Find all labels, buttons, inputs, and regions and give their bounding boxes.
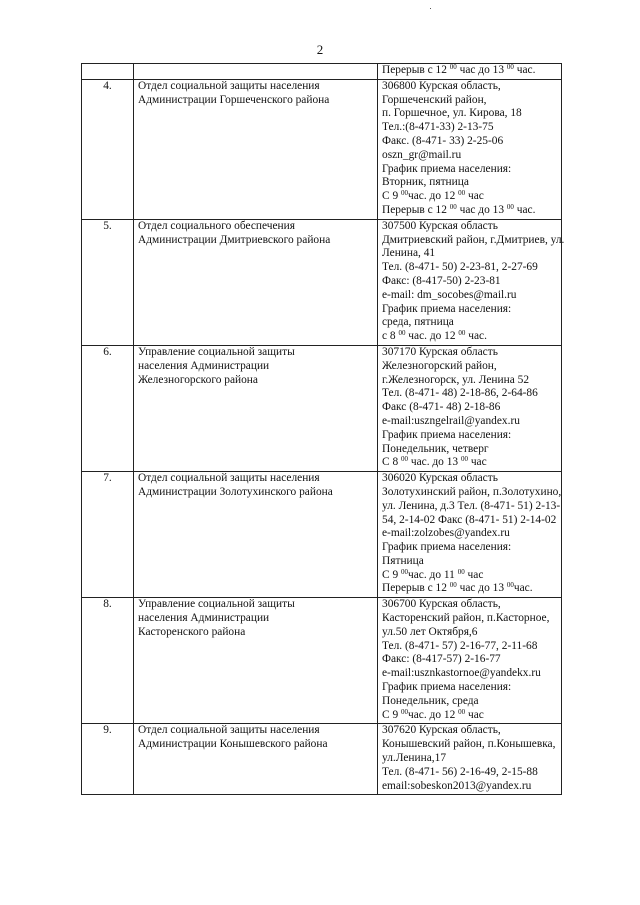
superscript-minutes: 00 bbox=[458, 329, 466, 338]
contact-info-line bbox=[382, 220, 557, 234]
organization-name bbox=[134, 724, 378, 795]
contact-info-line bbox=[382, 612, 557, 626]
contact-info-line bbox=[382, 752, 557, 766]
contact-info-line bbox=[382, 499, 561, 514]
contact-info-line bbox=[382, 541, 557, 555]
contact-info-line bbox=[382, 724, 557, 738]
organization-name bbox=[134, 472, 378, 598]
organization-name-line: Железногорского района bbox=[138, 373, 258, 386]
contact-text: Факс: (8-417-50) 2-23-81 bbox=[382, 274, 501, 287]
contact-text: Пятница bbox=[382, 554, 424, 567]
organization-name bbox=[134, 345, 378, 471]
contact-text: График приема населения: bbox=[382, 541, 512, 554]
contact-info-line bbox=[382, 261, 557, 275]
organization-name-line: Управление социальной защиты bbox=[138, 598, 295, 611]
contact-text: среда, пятница bbox=[382, 316, 454, 329]
organization-name bbox=[134, 219, 378, 345]
contact-text: ул.50 лет Октября,6 bbox=[382, 625, 478, 638]
contact-info-line bbox=[382, 374, 557, 388]
contact-info-line bbox=[382, 80, 557, 94]
superscript-minutes: 00 bbox=[449, 581, 457, 590]
organization-name-line: населения Администрации bbox=[138, 359, 270, 372]
contact-text: Перерыв с 12 bbox=[382, 203, 450, 216]
row-number: 6. bbox=[82, 345, 134, 471]
superscript-minutes: 00 bbox=[460, 455, 468, 464]
contact-text: Конышевский район, п.Конышевка, bbox=[382, 738, 556, 751]
contact-text: Факс (8-471- 48) 2-18-86 bbox=[382, 401, 501, 414]
contact-info-line bbox=[382, 695, 557, 709]
contact-info-line bbox=[382, 360, 557, 374]
contact-text: Факс: (8-417-57) 2-16-77 bbox=[382, 653, 501, 666]
contact-text: час bbox=[465, 708, 484, 721]
organization-name-line: Администрации Дмитриевского района bbox=[138, 233, 331, 246]
contact-text: Понедельник, среда bbox=[382, 694, 479, 707]
contact-info-line bbox=[382, 640, 557, 654]
organization-name bbox=[134, 79, 378, 219]
table-body bbox=[82, 63, 565, 795]
contact-info-line bbox=[382, 149, 557, 163]
contact-text: 307500 Курская область bbox=[382, 219, 498, 232]
row-number bbox=[82, 64, 134, 80]
contact-text: График приема населения: bbox=[382, 681, 512, 694]
contact-text: п. Горшечное, ул. Кирова, 18 bbox=[382, 107, 522, 120]
contact-text: С 9 bbox=[382, 568, 401, 581]
contact-text: ул.Ленина,17 bbox=[382, 752, 447, 765]
contact-info-line bbox=[382, 316, 557, 330]
contact-text: 306700 Курская область, bbox=[382, 598, 501, 611]
organization-name bbox=[134, 64, 378, 80]
contact-text: Факс. (8-471- 33) 2-25-06 bbox=[382, 134, 504, 147]
contact-text: г.Железногорск, ул. Ленина 52 bbox=[382, 373, 530, 386]
contact-text: час до 13 bbox=[456, 64, 507, 76]
contact-text: 307170 Курская область bbox=[382, 345, 498, 358]
contact-text: час до 13 bbox=[456, 203, 507, 216]
contact-info bbox=[378, 724, 562, 795]
page-number: 2 bbox=[316, 42, 324, 57]
contact-text: e-mail:uszngelrail@yandex.ru bbox=[382, 414, 520, 427]
row-number: 7. bbox=[82, 472, 134, 598]
contact-text: График приема населения: bbox=[382, 302, 512, 315]
contact-text: Тел. (8-471- 57) 2-16-77, 2-11-68 bbox=[382, 639, 538, 652]
contact-text: График приема населения: bbox=[382, 162, 512, 175]
contact-info-line bbox=[382, 233, 565, 248]
contact-text: час до 13 bbox=[456, 582, 507, 595]
contact-text: С 9 bbox=[382, 190, 401, 203]
contact-info bbox=[378, 79, 562, 219]
contact-text: email:sobeskon2013@yandex.ru bbox=[382, 779, 532, 792]
contact-text: час. до 12 bbox=[408, 708, 459, 721]
contact-info bbox=[378, 345, 562, 471]
contact-text: час. bbox=[513, 203, 536, 216]
contact-info-line bbox=[382, 289, 557, 303]
contact-text: час. до 12 bbox=[405, 330, 459, 343]
contact-info bbox=[378, 472, 562, 598]
table-row bbox=[82, 724, 562, 795]
row-number: 9. bbox=[82, 724, 134, 795]
contact-info-line bbox=[382, 472, 557, 486]
contact-text: Золотухинский район, п.Золотухино, bbox=[382, 485, 562, 498]
table-row bbox=[82, 219, 562, 345]
contact-info-line bbox=[382, 598, 557, 612]
organization-name-line: Администрации Золотухинского района bbox=[138, 485, 333, 498]
contact-info-line bbox=[382, 429, 557, 443]
superscript-minutes: 00 bbox=[458, 189, 466, 198]
contact-info-line bbox=[382, 135, 557, 149]
contact-text: Дмитриевский район, г.Дмитриев, ул. bbox=[382, 233, 565, 246]
contact-info-line bbox=[382, 653, 557, 667]
contact-text: час. до 12 bbox=[408, 190, 459, 203]
organization-name-line: Отдел социальной защиты населения bbox=[138, 472, 320, 485]
contact-info-line bbox=[382, 456, 557, 470]
contact-info-line bbox=[382, 514, 557, 528]
organization-name-line: населения Администрации bbox=[138, 612, 270, 625]
contact-text: Тел.:(8-471-33) 2-13-75 bbox=[382, 121, 494, 134]
contact-info-line bbox=[382, 107, 557, 121]
contact-info-line bbox=[382, 64, 557, 78]
contact-info-line bbox=[382, 681, 557, 695]
contact-info-line bbox=[382, 163, 557, 177]
organization-name-line: Управление социальной защиты bbox=[138, 345, 295, 358]
contact-text: Тел. (8-471- 48) 2-18-86, 2-64-86 bbox=[382, 387, 538, 400]
contact-info-line bbox=[382, 190, 557, 204]
organization-name-line: Касторенского района bbox=[138, 625, 246, 638]
contact-text: Перерыв с 12 bbox=[382, 64, 450, 76]
contact-info bbox=[378, 64, 562, 80]
contact-text: Вторник, пятница bbox=[382, 176, 469, 189]
contact-info-line bbox=[382, 569, 557, 583]
contact-text: e-mail:zolzobes@yandex.ru bbox=[382, 527, 510, 540]
contact-info-line bbox=[382, 667, 557, 681]
superscript-minutes: 00 bbox=[449, 63, 457, 71]
contact-text: 54, 2-14-02 Факс (8-471- 51) 2-14-02 bbox=[382, 513, 557, 526]
contact-text: час bbox=[465, 190, 484, 203]
contact-text: Касторенский район, п.Касторное, bbox=[382, 612, 550, 625]
row-number: 8. bbox=[82, 598, 134, 724]
contact-text: Горшеченский район, bbox=[382, 93, 487, 106]
contact-info-line bbox=[382, 401, 557, 415]
contact-info-line bbox=[382, 527, 557, 541]
contact-text: Ленина, 41 bbox=[382, 247, 436, 260]
contact-info-line bbox=[382, 121, 557, 135]
contact-text: Тел. (8-471- 56) 2-16-49, 2-15-88 bbox=[382, 765, 538, 778]
contact-info-line bbox=[382, 485, 562, 500]
contact-info-line bbox=[382, 443, 557, 457]
contact-text: с 8 bbox=[382, 330, 399, 343]
contact-info-line bbox=[382, 582, 557, 596]
contact-text: Железногорский район, bbox=[382, 359, 497, 372]
table-row bbox=[82, 598, 562, 724]
superscript-minutes: 00 bbox=[458, 707, 466, 716]
contact-text: Тел. (8-471- 50) 2-23-81, 2-27-69 bbox=[382, 261, 538, 274]
contact-text: e-mail:usznkastornoe@yandekx.ru bbox=[382, 667, 541, 680]
contact-text: час. до 13 bbox=[408, 456, 461, 469]
contact-text: e-mail: dm_socobes@mail.ru bbox=[382, 288, 517, 301]
contact-info-line bbox=[382, 626, 557, 640]
table-row bbox=[82, 64, 562, 80]
organization-name-line: Отдел социального обеспечения bbox=[138, 219, 295, 232]
contact-text: час bbox=[467, 456, 487, 469]
superscript-minutes: 00 bbox=[398, 329, 406, 338]
contact-text: час bbox=[464, 568, 484, 581]
contact-text: График приема населения: bbox=[382, 428, 512, 441]
contact-info-line bbox=[382, 555, 557, 569]
superscript-minutes: 00 bbox=[449, 202, 457, 211]
contact-text: oszn_gr@mail.ru bbox=[382, 148, 462, 161]
contact-text: час. до 11 bbox=[408, 568, 458, 581]
contact-text: ул. Ленина, д.3 Тел. (8-471- 51) 2-13- bbox=[382, 499, 561, 512]
table-row bbox=[82, 79, 562, 219]
scan-speck bbox=[430, 8, 431, 9]
organization-name-line: Администрации Конышевского района bbox=[138, 738, 328, 751]
contact-info-line bbox=[382, 247, 557, 261]
row-number: 4. bbox=[82, 79, 134, 219]
contact-info bbox=[378, 598, 562, 724]
contact-text: час. bbox=[513, 64, 536, 76]
superscript-minutes: 00 bbox=[457, 567, 465, 576]
organization-name-line: Отдел социальной защиты населения bbox=[138, 724, 320, 737]
contact-info-line bbox=[382, 346, 557, 360]
contact-info bbox=[378, 219, 565, 345]
contact-text: С 8 bbox=[382, 456, 401, 469]
organization-name-line: Администрации Горшеченского района bbox=[138, 93, 330, 106]
contact-text: час. bbox=[465, 330, 487, 343]
contact-text: 306020 Курская область bbox=[382, 472, 498, 485]
contact-text: 307620 Курская область, bbox=[382, 724, 501, 737]
contact-text: Перерыв с 12 bbox=[382, 582, 450, 595]
contact-info-line bbox=[382, 387, 557, 401]
contact-info-line bbox=[382, 176, 557, 190]
superscript-minutes: 00 bbox=[401, 455, 408, 464]
contact-info-line bbox=[382, 204, 557, 218]
superscript-minutes: 00 bbox=[506, 63, 514, 71]
contact-text: С 9 bbox=[382, 708, 401, 721]
social-protection-offices-table bbox=[81, 63, 565, 795]
row-number: 5. bbox=[82, 219, 134, 345]
contact-info-line bbox=[382, 94, 557, 108]
contact-text: час. bbox=[513, 582, 533, 595]
contact-text: Понедельник, четверг bbox=[382, 442, 489, 455]
contact-info-line bbox=[382, 330, 557, 344]
superscript-minutes: 00 bbox=[401, 707, 408, 716]
contact-info-line bbox=[382, 766, 557, 780]
contact-info-line bbox=[382, 303, 557, 317]
superscript-minutes: 00 bbox=[401, 567, 408, 576]
contact-info-line bbox=[382, 738, 557, 752]
organization-name bbox=[134, 598, 378, 724]
table-row bbox=[82, 472, 562, 598]
contact-info-line bbox=[382, 415, 557, 429]
organization-name-line: Отдел социальной защиты населения bbox=[138, 79, 320, 92]
contact-info-line bbox=[382, 780, 557, 794]
superscript-minutes: 00 bbox=[401, 189, 408, 198]
superscript-minutes: 00 bbox=[506, 202, 514, 211]
contact-info-line bbox=[382, 709, 557, 723]
contact-text: 306800 Курская область, bbox=[382, 79, 501, 92]
superscript-minutes: 00 bbox=[506, 581, 514, 590]
contact-info-line bbox=[382, 275, 557, 289]
table-row bbox=[82, 345, 562, 471]
